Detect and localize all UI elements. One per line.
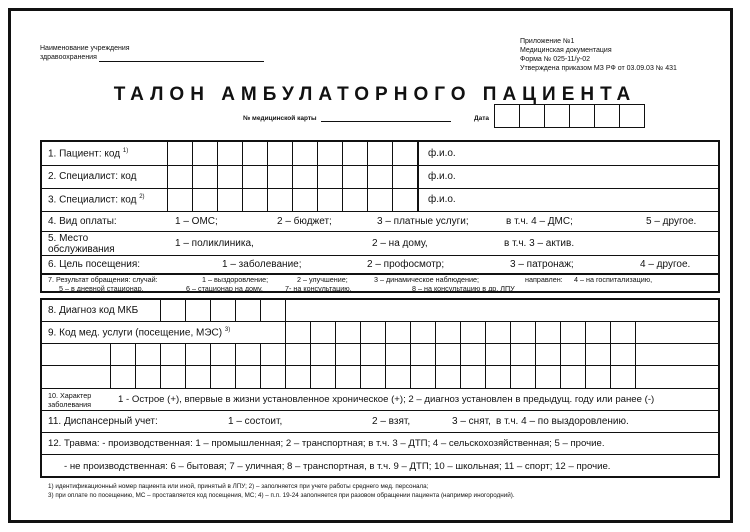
disease-character-options[interactable]: 1 - Острое (+), впервые в жизни установленное хроническое (+); 2 – диагноз установлен в предыдущ. году или ранее (-) — [118, 394, 655, 405]
service-place-label: 5. Место обслуживания — [48, 233, 115, 255]
diagnosis-row — [42, 300, 718, 322]
dispensary-option[interactable]: в т.ч. 4 – по выздоровлению. — [496, 416, 629, 427]
payment-option[interactable]: 5 – другое. — [646, 216, 697, 227]
service-place-row — [42, 232, 718, 256]
trauma-non-industrial-text[interactable]: - не производственная: 6 – бытовая; 7 – уличная; 8 – транспортная, в т.ч. 9 – ДТП; 10 – школьная; 11 – спорт; 12 – прочие. — [64, 461, 611, 472]
diagnosis-cells[interactable] — [42, 300, 718, 322]
institution-input-line[interactable] — [99, 54, 264, 62]
visit-purpose-label: 6. Цель посещения: — [48, 259, 141, 270]
date-cell[interactable] — [545, 105, 570, 127]
service-code-header-cells[interactable] — [42, 322, 718, 344]
card-number-label: № медицинской карты — [243, 115, 317, 122]
payment-type-row — [42, 212, 718, 232]
date-cell[interactable] — [520, 105, 545, 127]
result-option[interactable]: 1 – выздоровление; — [202, 275, 269, 284]
diagnosis-label: 8. Диагноз код МКБ — [48, 305, 139, 316]
specialist2-code-label: 3. Специалист: код $^{2)}$ — [48, 194, 145, 206]
result-option[interactable]: 4 – на госпитализацию, — [574, 275, 653, 284]
patient-code-label: 1. Пациент: код $^{1)}$ — [48, 148, 129, 160]
trauma-row-industrial — [42, 433, 718, 455]
result-option[interactable]: 3 – динамическое наблюдение; — [374, 275, 480, 284]
result-referred-label: направлен: — [525, 275, 563, 284]
purpose-option[interactable]: 1 – заболевание; — [222, 259, 302, 270]
purpose-option[interactable]: 4 – другое. — [640, 259, 691, 270]
payment-type-label: 4. Вид оплаты: — [48, 216, 117, 227]
institution-label — [40, 44, 264, 62]
date-boxes — [494, 104, 645, 128]
footnote-line: 1) идентификационный номер пациента или иной, принятый в ЛПУ; 2) – заполняется при учете работы среднего мед. персонала; — [48, 483, 429, 490]
service-code-row — [42, 322, 718, 344]
place-option[interactable]: в т.ч. 3 – актив. — [504, 238, 575, 249]
place-option[interactable]: 2 – на дому, — [372, 238, 428, 249]
service-code-label: 9. Код мед. услуги (посещение, МЭС) $^{3)}$ — [48, 327, 231, 339]
dispensary-option[interactable]: 1 – состоит, — [228, 416, 283, 427]
dispensary-row — [42, 411, 718, 433]
specialist-code-label: 2. Специалист: код — [48, 171, 137, 182]
visit-purpose-row — [42, 256, 718, 274]
result-option[interactable]: 5 – в дневной стационар, — [59, 284, 144, 293]
date-cell[interactable] — [620, 105, 644, 127]
footnotes — [48, 482, 515, 500]
purpose-option[interactable]: 3 – патронаж; — [510, 259, 574, 270]
specialist2-fio-label: ф.и.о. — [428, 194, 456, 205]
card-number-input[interactable] — [321, 114, 451, 122]
service-code-subrow[interactable] — [42, 344, 718, 366]
footnote-line: 3) при оплате по посещению, МС – проставляется код посещения, МС; 4) – п.п. 19-24 заполняется при разовом обращении пациента (например иногородний). — [48, 492, 515, 499]
date-cell[interactable] — [495, 105, 520, 127]
date-cell[interactable] — [595, 105, 620, 127]
appendix-line: Утверждена приказом МЗ РФ от 03.09.03 № 431 — [520, 65, 677, 72]
patient-fio-label: ф.и.о. — [428, 148, 456, 159]
institution-label-line2: здравоохранения — [40, 54, 97, 61]
appendix-line: Приложение №1 — [520, 38, 575, 45]
trauma-industrial-text[interactable]: 12. Травма: - производственная: 1 – промышленная; 2 – транспортная; в т.ч. 3 – ДТП; 4 – сельскохозяйственная; 5 – прочие. — [48, 438, 605, 449]
purpose-option[interactable]: 2 – профосмотр; — [367, 259, 445, 270]
payment-option[interactable]: 2 – бюджет; — [277, 216, 332, 227]
card-number-row — [243, 114, 451, 122]
specialist-fio-label: ф.и.о. — [428, 171, 456, 182]
result-option[interactable]: 7- на консультацию, — [285, 284, 352, 293]
dispensary-option[interactable]: 2 – взят, — [372, 416, 411, 427]
payment-option[interactable]: в т.ч. 4 – ДМС; — [506, 216, 573, 227]
place-option[interactable]: 1 – поликлиника, — [175, 238, 254, 249]
institution-label-line1: Наименование учреждения — [40, 45, 130, 52]
section-2-table — [40, 298, 720, 478]
appendix-line: Форма № 025-11/у-02 — [520, 56, 591, 63]
form-title: ТАЛОН АМБУЛАТОРНОГО ПАЦИЕНТА — [113, 84, 637, 105]
disease-character-label: 10. Характер заболевания — [48, 391, 92, 409]
date-cell[interactable] — [570, 105, 595, 127]
service-code-subrow[interactable] — [42, 366, 718, 389]
result-option[interactable]: 2 – улучшение; — [297, 275, 348, 284]
appendix-info — [520, 37, 677, 73]
dispensary-option[interactable]: 3 – снят, — [452, 416, 491, 427]
payment-option[interactable]: 3 – платные услуги; — [377, 216, 469, 227]
code-cells-grid[interactable] — [42, 142, 718, 212]
result-option[interactable]: 6 – стационар на дому, — [186, 284, 263, 293]
visit-result-label: 7. Результат обращения: случай: — [48, 275, 158, 284]
dispensary-label: 11. Диспансерный учет: — [48, 416, 158, 427]
section-1-table — [40, 140, 720, 293]
trauma-row-non-industrial — [42, 455, 718, 478]
date-label: Дата — [474, 115, 490, 122]
visit-result-row — [42, 274, 718, 293]
result-option[interactable]: 8 – на консультацию в др. ЛПУ — [412, 284, 515, 293]
disease-character-row — [42, 389, 718, 411]
appendix-line: Медицинская документация — [520, 47, 612, 54]
payment-option[interactable]: 1 – ОМС; — [175, 216, 218, 227]
